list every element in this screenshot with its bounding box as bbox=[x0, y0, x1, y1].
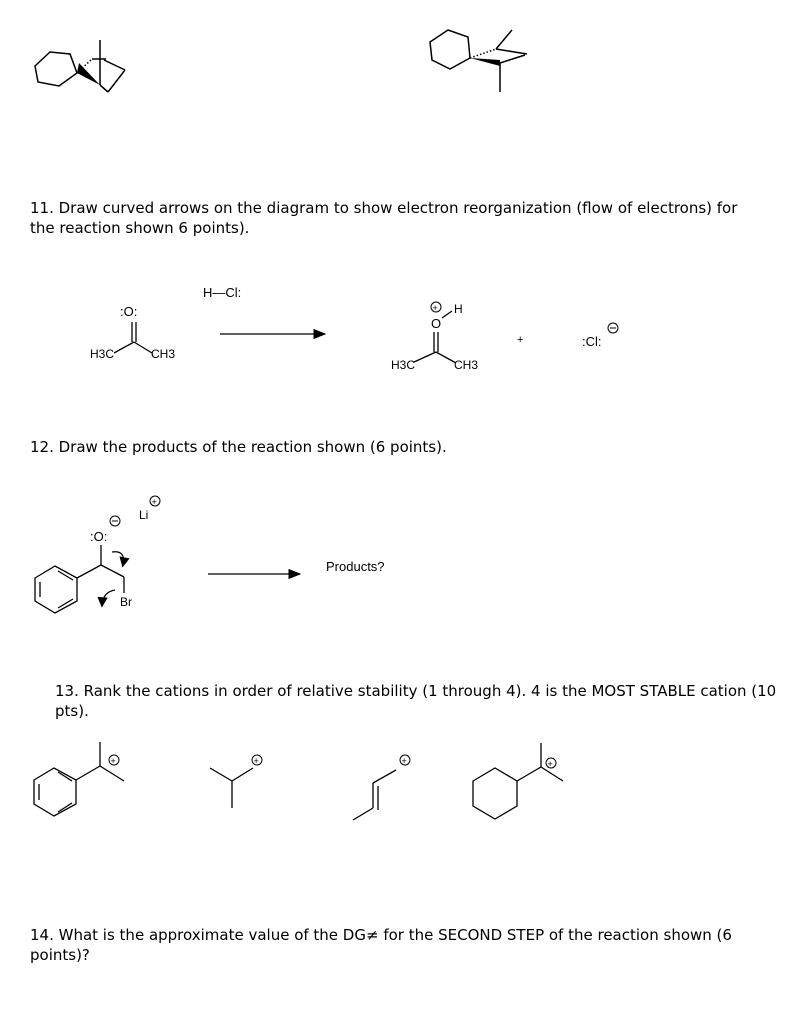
product-protonated-acetone bbox=[391, 302, 478, 372]
reactant-oxygen: :O: bbox=[120, 304, 138, 319]
cation-1-charge: + bbox=[110, 756, 116, 766]
reactant-methyl-left: H3C bbox=[90, 347, 115, 361]
chloride-ion bbox=[582, 323, 618, 349]
reactant-methyl-right: CH3 bbox=[151, 347, 176, 361]
cation-cyclohexyl bbox=[473, 743, 563, 819]
plus-sign: + bbox=[517, 334, 524, 346]
question-14: 14. What is the approximate value of the DG≠ for the SECOND STEP of the reaction shown (6 points)? bbox=[30, 926, 732, 964]
bromine-label: Br bbox=[120, 595, 132, 609]
reagent-hcl: H—Cl: bbox=[203, 285, 242, 300]
spiro-structure-left bbox=[35, 40, 125, 92]
cation-4-charge: + bbox=[547, 759, 553, 769]
question-12: 12. Draw the products of the reaction shown (6 points). bbox=[30, 438, 447, 456]
product-oxygen: O bbox=[431, 316, 442, 331]
lithium-plus-charge: + bbox=[151, 497, 157, 507]
product-methyl-left: H3C bbox=[391, 358, 416, 372]
cation-2-charge: + bbox=[253, 756, 259, 766]
lithium-label: Li bbox=[139, 508, 149, 522]
cyclopentane-ring-left bbox=[35, 52, 77, 86]
spiro-structure-right bbox=[430, 30, 527, 92]
product-hydrogen: H bbox=[454, 302, 463, 316]
alkoxide-oxygen: :O: bbox=[90, 529, 108, 544]
question-11: 11. Draw curved arrows on the diagram to show electron reorganization (flow of electrons) for the reaction shown 6 points). bbox=[30, 199, 738, 237]
cyclopentane-ring-right bbox=[430, 30, 470, 69]
products-label: Products? bbox=[326, 559, 385, 574]
product-methyl-right: CH3 bbox=[454, 358, 479, 372]
reactant-acetone bbox=[90, 304, 175, 361]
question-13: 13. Rank the cations in order of relative stability (1 through 4). 4 is the MOST STABLE cation (10 pts). bbox=[55, 682, 777, 720]
plus-charge: + bbox=[432, 303, 438, 313]
benzene-ring-12 bbox=[35, 566, 77, 613]
cation-benzylic bbox=[34, 742, 124, 816]
cation-3-charge: + bbox=[401, 756, 407, 766]
chloride-label: :Cl: bbox=[582, 334, 602, 349]
